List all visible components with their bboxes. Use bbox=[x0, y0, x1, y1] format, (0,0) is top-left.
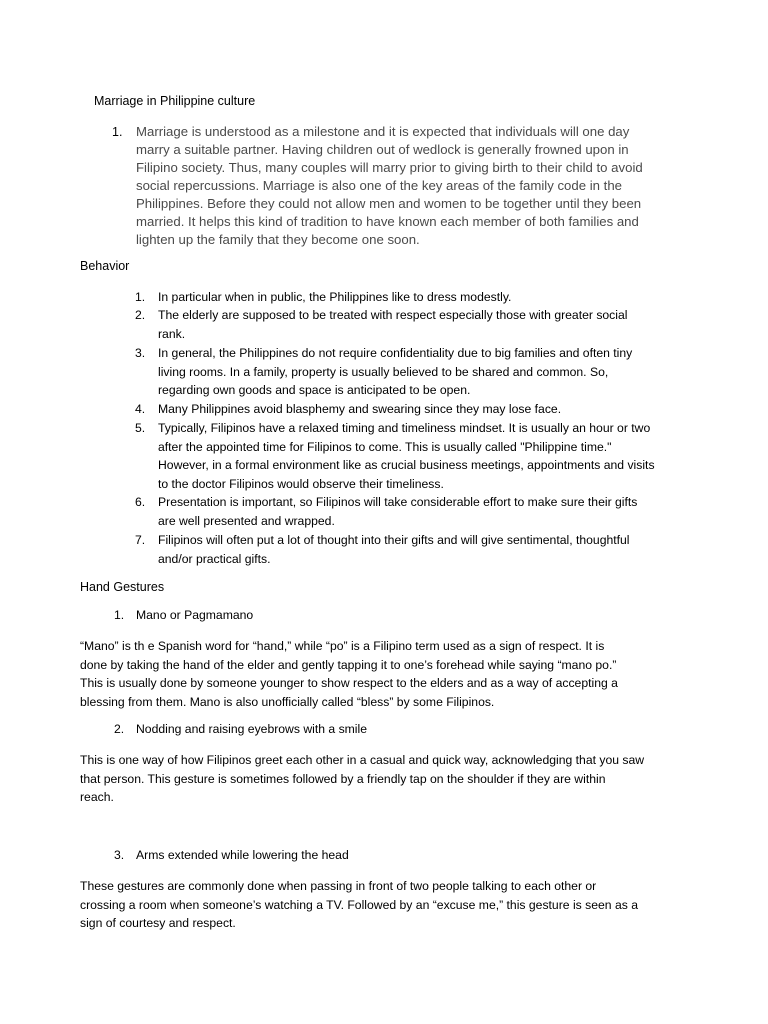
gesture-paragraph bbox=[80, 877, 680, 933]
behavior-line: In general, the Philippines do not require confidentiality due to big families and often tiny bbox=[158, 346, 633, 360]
behavior-item bbox=[135, 344, 695, 400]
behavior-line: and/or practical gifts. bbox=[158, 551, 271, 566]
marriage-line: lighten up the family that they become one soon. bbox=[136, 232, 420, 247]
list-number: 1. bbox=[135, 290, 146, 304]
list-number: 4. bbox=[135, 402, 146, 416]
gesture-heading-label: Nodding and raising eyebrows with a smile bbox=[136, 722, 368, 736]
list-number: 3. bbox=[114, 848, 125, 862]
paragraph-line: sign of courtesy and respect. bbox=[80, 916, 236, 931]
marriage-line: marry a suitable partner. Having children out of wedlock is generally frowned upon in bbox=[136, 142, 629, 157]
behavior-line: are well presented and wrapped. bbox=[158, 513, 335, 528]
behavior-line: Filipinos will often put a lot of thought into their gifts and will give sentimental, thoughtful bbox=[158, 533, 630, 547]
behavior-item bbox=[135, 306, 695, 344]
marriage-line: social repercussions. Marriage is also one of the key areas of the family code in the bbox=[136, 178, 622, 193]
paragraph-line: reach. bbox=[80, 790, 114, 805]
gesture-paragraph bbox=[80, 751, 680, 807]
marriage-item bbox=[112, 123, 672, 251]
paragraph-line: “Mano” is th e Spanish word for “hand,” while “po” is a Filipino term used as a sign of respect. It is bbox=[80, 639, 605, 653]
behavior-line: living rooms. In a family, property is usually believed to be shared and common. So, bbox=[158, 364, 609, 379]
behavior-item bbox=[135, 531, 695, 569]
behavior-title: Behavior bbox=[80, 259, 130, 273]
behavior-line: However, in a formal environment like as crucial business meetings, appointments and visits bbox=[158, 458, 655, 473]
behavior-item bbox=[135, 400, 695, 420]
gesture-heading bbox=[114, 608, 514, 628]
gesture-heading-label: Mano or Pagmamano bbox=[136, 608, 254, 622]
marriage-line: Marriage is understood as a milestone and it is expected that individuals will one day bbox=[136, 124, 630, 139]
behavior-line: Typically, Filipinos have a relaxed timing and timeliness mindset. It is usually an hour or two bbox=[158, 421, 651, 435]
gesture-heading bbox=[114, 722, 514, 742]
list-number: 5. bbox=[135, 421, 146, 435]
paragraph-line: These gestures are commonly done when passing in front of two people talking to each other or bbox=[80, 879, 597, 893]
behavior-item bbox=[135, 419, 695, 494]
marriage-title: Marriage in Philippine culture bbox=[94, 94, 256, 108]
paragraph-line: This is one way of how Filipinos greet each other in a casual and quick way, acknowledging that you saw bbox=[80, 753, 645, 767]
paragraph-line: that person. This gesture is sometimes followed by a friendly tap on the shoulder if they are within bbox=[80, 771, 606, 786]
list-number: 6. bbox=[135, 495, 146, 509]
behavior-line: after the appointed time for Filipinos to come. This is usually called "Philippine time." bbox=[158, 439, 612, 454]
paragraph-line: done by taking the hand of the elder and gently tapping it to one’s forehead while saying “mano po.” bbox=[80, 657, 617, 672]
behavior-line: The elderly are supposed to be treated with respect especially those with greater social bbox=[158, 308, 628, 322]
list-number: 2. bbox=[135, 308, 146, 322]
gesture-paragraph bbox=[80, 637, 680, 713]
behavior-line: to the doctor Filipinos would observe their timeliness. bbox=[158, 476, 444, 491]
behavior-line: rank. bbox=[158, 326, 186, 341]
hand-gestures-title: Hand Gestures bbox=[80, 580, 165, 594]
behavior-line: Presentation is important, so Filipinos will take considerable effort to make sure their gifts bbox=[158, 495, 638, 509]
list-number: 7. bbox=[135, 533, 146, 547]
list-number: 1. bbox=[112, 125, 123, 139]
behavior-item bbox=[135, 288, 695, 308]
paragraph-line: crossing a room when someone’s watching a TV. Followed by an “excuse me,” this gesture is seen as a bbox=[80, 897, 638, 912]
list-number: 2. bbox=[114, 722, 125, 736]
paragraph-line: blessing from them. Mano is also unofficially called “bless” by some Filipinos. bbox=[80, 694, 495, 709]
behavior-line: Many Philippines avoid blasphemy and swearing since they may lose face. bbox=[158, 402, 562, 416]
marriage-line: married. It helps this kind of tradition to have known each member of both families and bbox=[136, 214, 639, 229]
list-number: 3. bbox=[135, 346, 146, 360]
behavior-line: In particular when in public, the Philippines like to dress modestly. bbox=[158, 290, 512, 304]
gesture-heading-label: Arms extended while lowering the head bbox=[136, 848, 349, 862]
list-number: 1. bbox=[114, 608, 125, 622]
behavior-item bbox=[135, 493, 695, 531]
gesture-heading bbox=[114, 848, 514, 868]
marriage-line: Philippines. Before they could not allow men and women to be together until they been bbox=[136, 196, 642, 211]
behavior-line: regarding own goods and space is anticipated to be open. bbox=[158, 383, 471, 398]
marriage-line: Filipino society. Thus, many couples will marry prior to giving birth to their child to avoid bbox=[136, 160, 643, 175]
paragraph-line: This is usually done by someone younger to show respect to the elders and as a way of accepting a bbox=[80, 676, 618, 691]
